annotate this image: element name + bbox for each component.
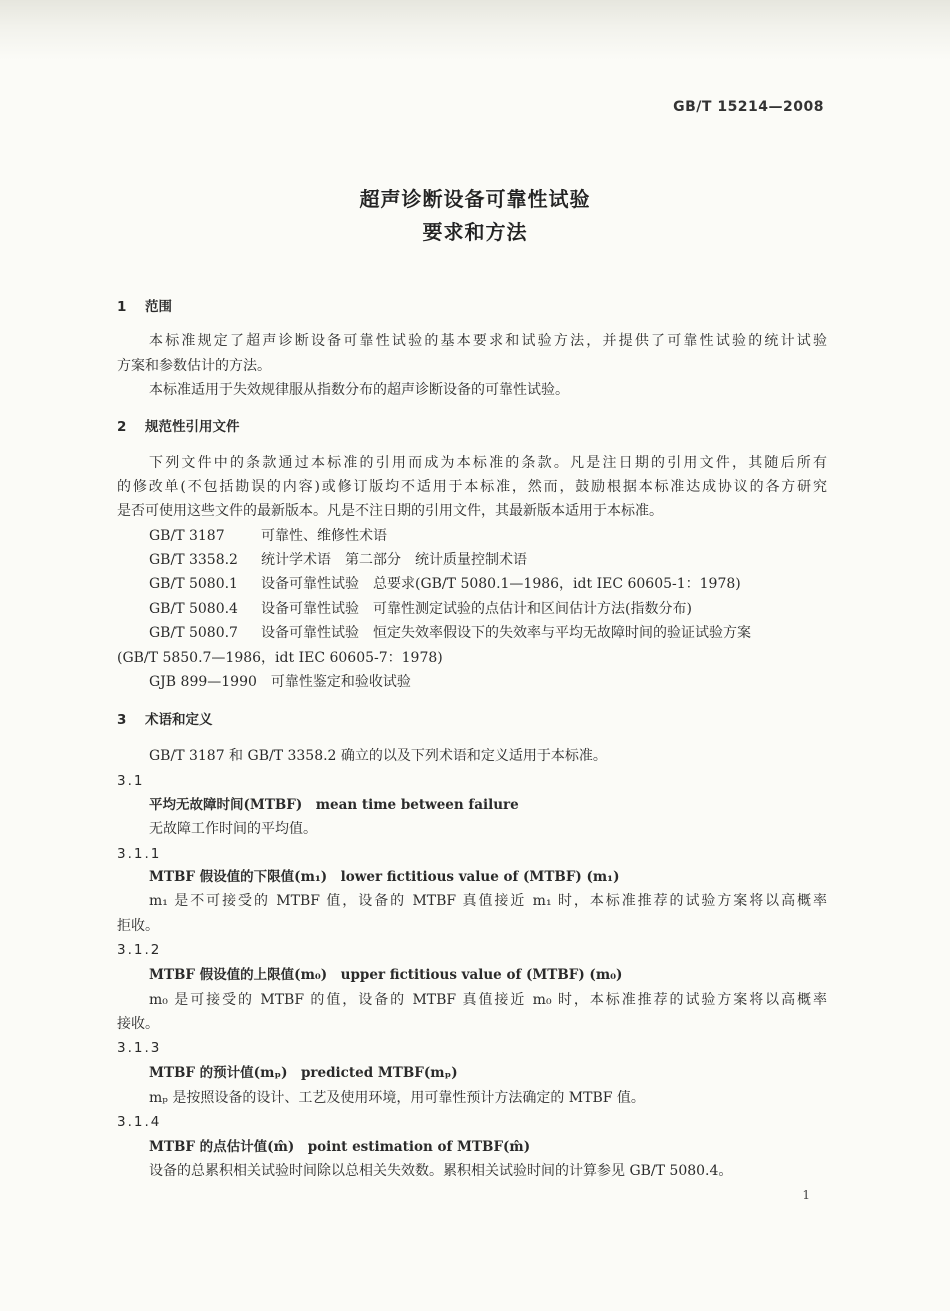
term-title: 平均无故障时间(MTBF) mean time between failure (149, 797, 519, 813)
paragraph-line: 本标准适用于失效规律服从指数分布的超声诊断设备的可靠性试验。 (149, 382, 569, 398)
term-title: MTBF 假设值的下限值(m₁) lower fictitious value of (MTBF) (m₁) (149, 869, 620, 885)
reference-title: 设备可靠性试验 总要求(GB/T 5080.1—1986，idt IEC 60605-1：1978) (261, 576, 741, 592)
section-title: 术语和定义 (145, 712, 213, 728)
clause-number: 3.1.2 (117, 942, 162, 958)
paragraph-line: 的修改单(不包括勘误的内容)或修订版均不适用于本标准，然而，鼓励根据本标准达成协议的各方研究 (117, 479, 827, 495)
definition-line: mₚ 是按照设备的设计、工艺及使用环境，用可靠性预计方法确定的 MTBF 值。 (149, 1090, 645, 1106)
document-subtitle: 要求和方法 (422, 220, 528, 244)
section-title: 规范性引用文件 (145, 419, 240, 435)
reference-code: GB/T 5080.4 (149, 601, 238, 617)
reference-item (149, 599, 859, 619)
reference-item (149, 574, 859, 594)
definition-line: 无故障工作时间的平均值。 (149, 821, 317, 837)
section-2-heading (117, 417, 827, 437)
paragraph-line: 方案和参数估计的方法。 (117, 358, 271, 374)
standard-id: GB/T 15214—2008 (673, 99, 824, 115)
reference-item (149, 550, 859, 570)
reference-title: 可靠性、维修性术语 (261, 528, 387, 544)
reference-code: GB/T 3187 (149, 528, 225, 544)
section-3-heading (117, 710, 827, 730)
definition-line: 拒收。 (117, 918, 159, 934)
section-number: 1 (117, 299, 127, 315)
page-number: 1 (802, 1188, 810, 1202)
definition-line: m₀ 是可接受的 MTBF 的值，设备的 MTBF 真值接近 m₀ 时，本标准推荐的试验方案将以高概率 (149, 992, 827, 1008)
scan-shadow (0, 0, 950, 60)
definition-line: 设备的总累积相关试验时间除以总相关失效数。累积相关试验时间的计算参见 GB/T 5080.4。 (149, 1163, 733, 1179)
paragraph-line: GB/T 3187 和 GB/T 3358.2 确立的以及下列术语和定义适用于本标准。 (149, 748, 607, 764)
clause-number: 3.1.3 (117, 1040, 162, 1056)
reference-title: 设备可靠性试验 可靠性测定试验的点估计和区间估计方法(指数分布) (261, 601, 692, 617)
reference-code: GB/T 5080.1 (149, 576, 238, 592)
section-title: 范围 (145, 299, 172, 315)
paragraph-line: 下列文件中的条款通过本标准的引用而成为本标准的条款。凡是注日期的引用文件，其随后所有 (149, 455, 827, 471)
term-title: MTBF 的预计值(mₚ) predicted MTBF(mₚ) (149, 1065, 458, 1081)
paragraph-line: 是否可使用这些文件的最新版本。凡是不注日期的引用文件，其最新版本适用于本标准。 (117, 503, 663, 519)
reference-item (149, 526, 859, 546)
reference-item: GJB 899—1990 可靠性鉴定和验收试验 (149, 674, 411, 690)
paragraph-line: 本标准规定了超声诊断设备可靠性试验的基本要求和试验方法，并提供了可靠性试验的统计试验 (149, 333, 827, 349)
clause-number: 3.1.4 (117, 1114, 162, 1130)
clause-number: 3.1 (117, 773, 145, 789)
reference-title: 统计学术语 第二部分 统计质量控制术语 (261, 552, 527, 568)
reference-continuation: (GB/T 5850.7—1986，idt IEC 60605-7：1978) (117, 650, 443, 666)
section-number: 3 (117, 712, 127, 728)
document-title: 超声诊断设备可靠性试验 (359, 187, 591, 211)
definition-line: 接收。 (117, 1016, 159, 1032)
definition-line: m₁ 是不可接受的 MTBF 值，设备的 MTBF 真值接近 m₁ 时，本标准推荐的试验方案将以高概率 (149, 893, 827, 909)
reference-code: GB/T 5080.7 (149, 625, 238, 641)
reference-item (149, 623, 859, 643)
term-title: MTBF 的点估计值(m̂) point estimation of MTBF(m̂) (149, 1139, 531, 1155)
section-number: 2 (117, 419, 127, 435)
reference-code: GB/T 3358.2 (149, 552, 238, 568)
clause-number: 3.1.1 (117, 846, 162, 862)
term-title: MTBF 假设值的上限值(m₀) upper fictitious value of (MTBF) (m₀) (149, 967, 623, 983)
reference-title: 设备可靠性试验 恒定失效率假设下的失效率与平均无故障时间的验证试验方案 (261, 625, 751, 641)
section-1-heading (117, 297, 827, 317)
